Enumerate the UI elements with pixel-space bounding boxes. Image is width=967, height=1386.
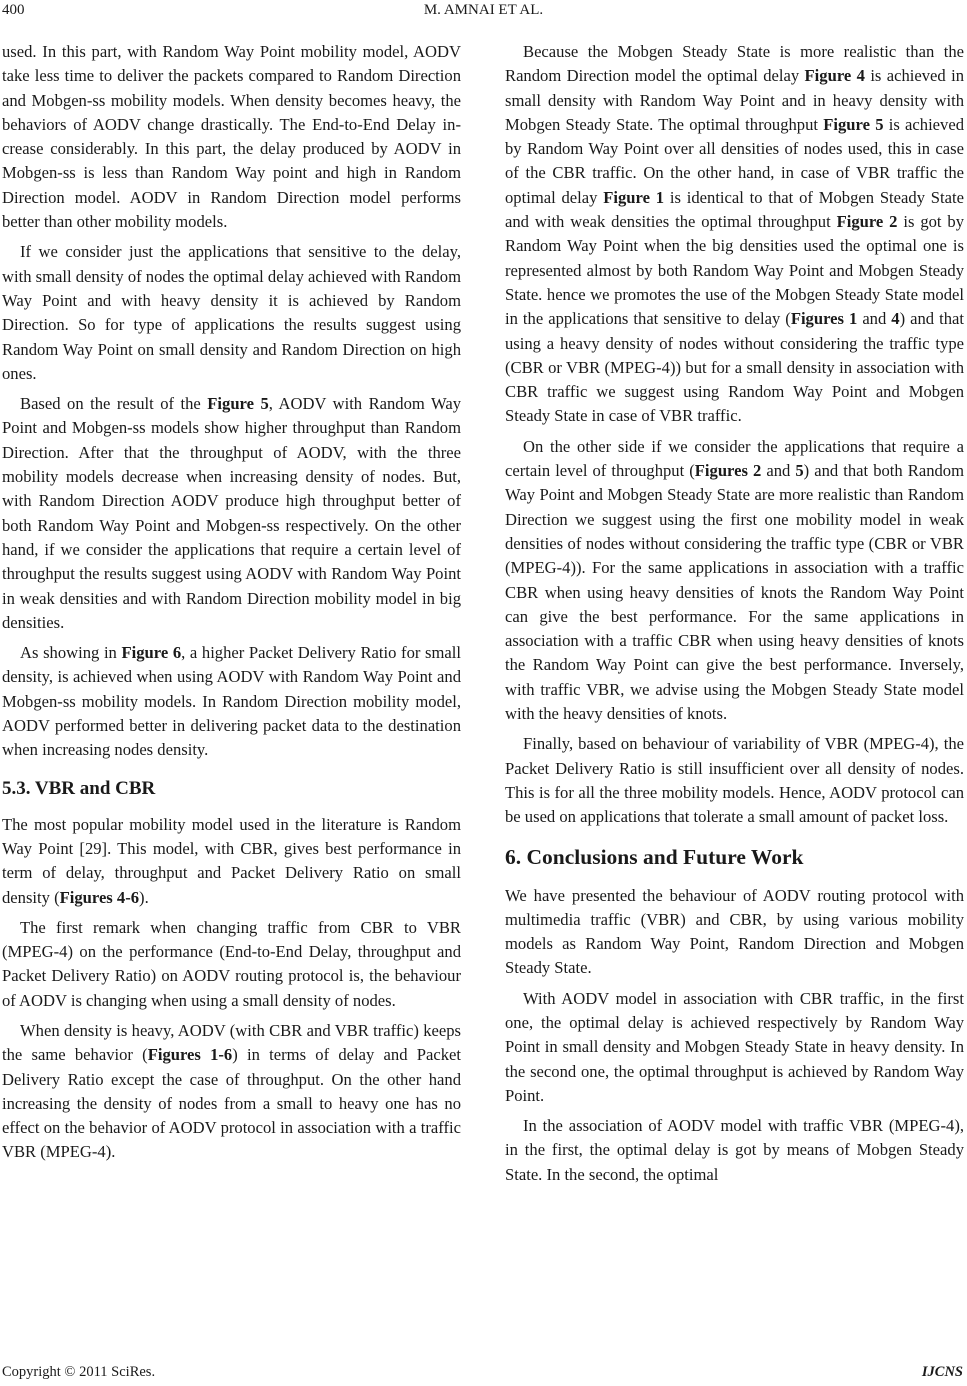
- paragraph: We have presented the behaviour of AODV routing protocol with multimedia traffic (VBR) and CBR, by using various mobility models as Random Way Point, Random Direction and Mobgen Steady State.: [505, 885, 964, 978]
- text-run: On the other side if we consider the applications that require a certain level of throughput (: [505, 436, 964, 481]
- text-run: is got by Random Way Point when the big densities used the optimal one is represented almost by both Random Way Point and Mobgen Steady State. hence we promotes the use of the Mobgen Steady State model in the applications that sensitive to delay (: [505, 212, 965, 329]
- figure-reference: Figure 4: [804, 66, 865, 86]
- text-run: ) in terms of delay and Packet Delivery Ratio except the case of throughput. On the other hand increasing the density of nodes from a small to heavy one has no effect on the behavior of AODV protocol in association with a traffic VBR (MPEG-4).: [2, 1045, 461, 1162]
- figure-reference: Figures 1: [790, 309, 858, 329]
- text-run: When density is heavy, AODV (with CBR and VBR traffic) keeps the same behavior (: [2, 1020, 461, 1065]
- section-heading: 5.3. VBR and CBR: [2, 777, 156, 799]
- figure-reference: Figure 1: [603, 187, 665, 207]
- paragraph: [2, 641, 461, 762]
- paragraph: [505, 40, 964, 429]
- figure-reference: Figure 6: [121, 643, 182, 663]
- paragraph: [2, 392, 461, 635]
- text-run: As showing in: [20, 643, 122, 663]
- running-head: M. AMNAI ET AL.: [423, 2, 544, 18]
- text-run: and: [857, 309, 892, 329]
- paragraph: If we consider just the applications that sensitive to the delay, with small density of nodes the optimal delay achieved with Random Way Point and with heavy density it is achieved by Random Direction. So for type of applications the results suggest using Random Way Point on small density and Random Direction on high ones.: [2, 242, 462, 383]
- left-column: [2, 40, 461, 1171]
- text-run: ) and that both Random Way Point and Mobgen Steady State are more realistic than Random Direction we suggest using the first one mobility model in weak densities of nodes without considering the traffic type (CBR or VBR (MPEG-4)). For the same applications in association with a traffic CBR when using heavy densities of knots the Random Way Point can give the best performance. For the same applications in association with a traffic CBR when using heavy densities of knots the Random Way Point can give the best performance. Inversely, with traffic VBR, we advise using the Mobgen Steady State model with the heavy densities of knots.: [505, 461, 964, 724]
- text-run: ).: [139, 887, 149, 907]
- text-run: is achieved in small density with Random Way Point and in heavy density with Mobgen Steady State. The optimal throughput: [505, 66, 965, 134]
- page-number: 400: [2, 2, 25, 18]
- figure-reference: Figures 1-6: [147, 1045, 233, 1065]
- section-heading: 6. Conclusions and Future Work: [505, 844, 804, 869]
- copyright-notice: Copyright © 2011 SciRes.: [2, 1364, 156, 1380]
- text-run: , AODV with Random Way Point and Mobgen-ss models show higher throughput than Random Direction. After that the throughput of AODV, with the three mobility models decrease when increasing density of nodes. But, with Random Direction AODV produce high throughput better of both Random Way Point and Mobgen-ss respectively. On the other hand, if we consider the applications that require a certain level of throughput the results suggest using AODV with Random Way Point in weak densities and with Random Direction mobility model in big densities.: [2, 394, 461, 632]
- text-run: is achieved by Random Way Point over all densities of nodes used, this in case of the CBR traffic. On the other hand, in case of VBR traffic the optimal delay: [505, 114, 965, 207]
- right-column: [505, 40, 964, 1193]
- paragraph: [2, 1019, 461, 1165]
- text-run: and: [761, 461, 796, 481]
- text-run: The most popular mobility model used in the literature is Random Way Point [29]. This model, with CBR, gives best performance in term of delay, throughput and Packet Delivery Ratio on small density (: [2, 814, 461, 907]
- paragraph: used. In this part, with Random Way Point mobility model, AODV take less time to deliver the packets compared to Random Direction and Mobgen-ss mobility models. When density becomes heavy, the behaviors of AODV change drastically. The End-to-End Delay increase considerably. In this part, the delay produced by AODV in Mobgen-ss is less than Random Way point and high in Random Direction model. AODV in Random Direction model performs better than other mobility models.: [2, 42, 461, 232]
- figure-reference: Figure 2: [836, 212, 898, 232]
- text-run: is identical to that of Mobgen Steady State and with weak densities the optimal throughput: [505, 187, 964, 232]
- text-run: ) and that using a heavy density of nodes without considering the traffic type (CBR or VBR (MPEG-4)) but for a small density in association with CBR traffic we suggest using Random Way Point and Mobgen Steady State in case of VBR traffic.: [505, 309, 964, 426]
- text-run: Based on the result of the: [20, 394, 208, 414]
- figure-reference: Figures 2: [694, 461, 762, 481]
- journal-name: IJCNS: [921, 1364, 963, 1380]
- text-run: , a higher Packet Delivery Ratio for small density, is achieved when using AODV with Random Way Point and Mobgen-ss mobility models. In Random Direction mobility model, AODV performed better in delivering packet data to the destination when increasing nodes density.: [2, 643, 461, 760]
- figure-reference: Figure 5: [207, 394, 269, 414]
- paragraph: [505, 435, 964, 727]
- figure-reference: Figure 5: [823, 114, 884, 134]
- figure-reference: Figures 4-6: [59, 887, 140, 907]
- figure-reference: 5: [795, 461, 804, 481]
- figure-reference: 4: [891, 309, 900, 329]
- paragraph: [2, 813, 461, 910]
- paragraph: With AODV model in association with CBR traffic, in the first one, the optimal delay is achieved respectively by Random Way Point in small density and Mobgen Steady State in heavy density. In the second one, the optimal throughput is achieved by Random Way Point.: [505, 988, 964, 1105]
- page-header: [0, 0, 967, 28]
- paragraph: The first remark when changing traffic from CBR to VBR (MPEG-4) on the performance (End-to-End Delay, throughput and Packet Delivery Ratio) on AODV routing protocol is, the behaviour of AODV is changing when using a small density of nodes.: [2, 917, 461, 1010]
- paragraph: In the association of AODV model with traffic VBR (MPEG-4), in the first, the optimal delay is got by means of Mobgen Steady State. In the second, the optimal: [505, 1116, 964, 1184]
- text-run: Because the Mobgen Steady State is more realistic than the Random Direction model the optimal delay: [505, 42, 964, 86]
- paragraph: Finally, based on behaviour of variability of VBR (MPEG-4), the Packet Delivery Ratio is still insufficient over all density of nodes. This is for all the three mobility models. Hence, AODV protocol can be used on applications that tolerate a small amount of packet loss.: [505, 734, 964, 827]
